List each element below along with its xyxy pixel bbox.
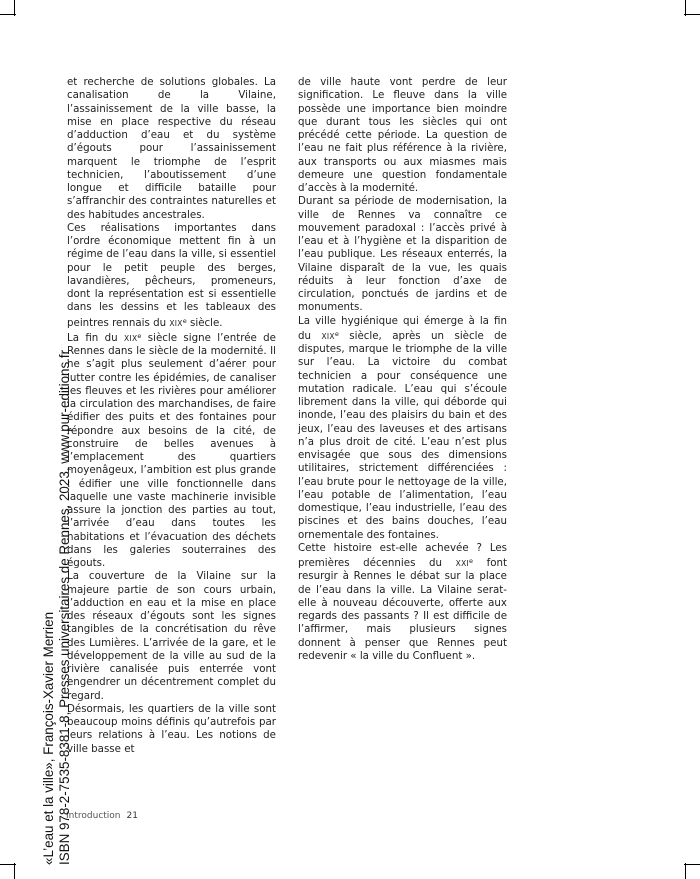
paragraph: Désormais, les quartiers de la ville sont beaucoup moins définis qu’autrefois par leurs relations à l’eau. Les notions de ville basse et bbox=[67, 702, 276, 755]
crop-mark bbox=[685, 863, 686, 879]
century-superscript: e bbox=[182, 316, 187, 325]
century-numeral: XIX bbox=[124, 333, 138, 343]
paragraph: La couverture de la Vilaine sur la majeure partie de son cours urbain, l’adduction en eau et la mise en place des réseaux d’égouts sont les signes tangibles de la concrétisation du rêve des Lumières. L’arrivée de la gare, et le développement de la ville au sud de la rivière canalisée puis enterrée vont engendrer un décentrement complet du regard. bbox=[67, 570, 276, 702]
page-footer bbox=[66, 811, 138, 821]
footer-section-title: Introduction bbox=[66, 811, 121, 821]
century-superscript: e bbox=[334, 329, 339, 338]
paragraph: La ville hygiénique qui émerge à la fin du XIXe siècle, après un siècle de disputes, marque le triomphe de la ville sur l’eau. La victoire du combat technicien a pour conséquence une mutation radicale. L’eau qui s’écoule librement dans la ville, qui déborde qui inonde, l’eau des plaisirs du bain et des jeux, l’eau des laveuses et des artisans n’a plus droit de cité. L’eau n’est plus envisagée que sous des dimensions utilitaires, strictement différenciées : l’eau brute pour le nettoyage de la ville, l’eau potable de l’alimentation, l’eau domestique, l’eau industrielle, l’eau des piscines et des bains douches, l’eau ornementale des fontaines. bbox=[298, 314, 507, 541]
century-numeral: XIX bbox=[169, 318, 183, 328]
paragraph: Ces réalisations importantes dans l’ordre économique mettent fin à un régime de l’eau dans la ville, si essentiel pour le petit peuple des berges, lavandières, pêcheurs, promeneurs, dont la représentation est si essentielle dans les dessins et les tableaux des peintres rennais du XIXe siècle. bbox=[67, 221, 276, 329]
crop-mark bbox=[14, 863, 15, 879]
isbn-publisher-line: ISBN 978-2-7535-8381-8, Presses universitaires de Rennes, 2023, www.pur-editions.fr bbox=[57, 349, 72, 865]
crop-mark bbox=[684, 864, 700, 865]
text-column-right bbox=[298, 76, 507, 663]
text-column-left bbox=[67, 76, 276, 756]
century-superscript: e bbox=[469, 557, 474, 565]
century-superscript: e bbox=[137, 331, 142, 340]
paragraph: de ville haute vont perdre de leur signification. Le fleuve dans la ville possède une importance bien moindre que durant tous les siècles qui ont précédé cette période. La question de l’eau ne fait plus référence à la rivière, aux transports ou aux miasmes mais demeure une question fondamentale d’accès à la modernité. bbox=[298, 76, 507, 194]
crop-mark bbox=[685, 0, 686, 16]
paragraph: Durant sa période de modernisation, la ville de Rennes va connaître ce mouvement paradoxal : l’accès privé à l’eau et à l’hygiène et la disparition de l’eau publique. Les réseaux enterrés, la Vilaine disparaît de la vue, les quais réduits à leur fonction d’axe de circulation, ponctués de jardins et de monuments. bbox=[298, 195, 507, 314]
crop-mark bbox=[684, 14, 700, 15]
crop-mark bbox=[14, 0, 15, 16]
paragraph: et recherche de solutions globales. La canalisation de la Vilaine, l’assainissement de la ville basse, la mise en place respective du réseau d’adduction d’eau et du système d’égouts pour l’assainissement marquent le triomphe de l’esprit technicien, l’aboutissement d’une longue et difficile bataille pour s’affranchir des contraintes naturelles et des habitudes ancestrales. bbox=[67, 76, 276, 221]
book-title-author: «L’eau et la ville», François-Xavier Merrien bbox=[41, 611, 56, 865]
century-numeral: XIX bbox=[321, 331, 335, 341]
paragraph: La fin du XIXe siècle signe l’entrée de Rennes dans le siècle de la modernité. Il ne s’agit plus seulement d’aérer pour lutter contre les épidémies, de canaliser les fleuves et les rivières pour améliorer la circulation des marchandises, de faire édifier des puits et des fontaines pour répondre aux besoins de la cité, de construire de belles avenues à l’emplacement des quartiers moyenâgeux, l’ambition est plus grande : édifier une ville fonctionnelle dans laquelle une vaste machinerie invisible assure la jonction des parties au tout, l’arrivée d’eau dans toutes les habitations et l’évacuation des déchets dans les galeries souterraines des égouts. bbox=[67, 331, 276, 569]
page-number: 21 bbox=[126, 811, 138, 821]
century-numeral: XXI bbox=[455, 559, 470, 568]
paragraph: Cette histoire est-elle achevée ? Les premières décennies du XXIe font resurgir à Rennes le débat sur la place de l’eau dans la ville. La Vilaine serat-elle à nouveau découverte, offerte aux regards des passants ? Il est difficile de l’affirmer, mais plusieurs signes donnent à penser que Rennes peut redevenir « la ville du Confluent ». bbox=[298, 541, 508, 662]
copyright-sidebar bbox=[41, 350, 73, 865]
